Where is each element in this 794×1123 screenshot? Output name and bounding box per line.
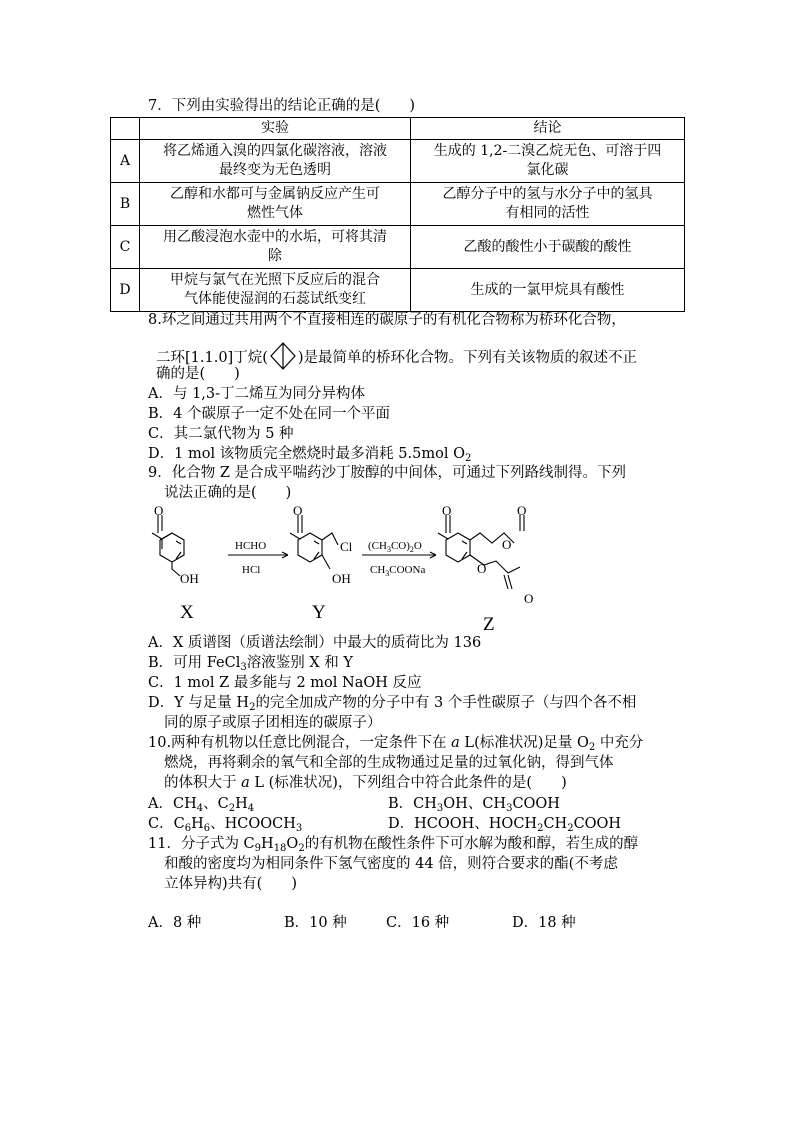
q8-text: )是最简单的桥环化合物。下列有关该物质的叙述不正 xyxy=(297,350,638,366)
q10-stem-line3 xyxy=(164,773,567,793)
atom-oh-label: OH xyxy=(180,571,199,586)
q7-table xyxy=(110,117,685,312)
q7-header-experiment: 实验 xyxy=(140,118,411,140)
variable-a: a xyxy=(241,775,250,791)
q7-row-conclusion xyxy=(411,269,685,312)
q9-text: 溶液鉴别 X 和 Y xyxy=(246,655,353,671)
q11-stem-line3: 立体异构)共有( ) xyxy=(164,876,297,892)
q7-row-c xyxy=(111,226,685,269)
cell-line: 生成的 1,2-二溴乙烷无色、可溶于四 xyxy=(433,143,662,159)
q7-row-conclusion xyxy=(411,226,685,269)
subscript: 2 xyxy=(464,453,472,464)
q7-row-experiment xyxy=(140,140,411,183)
q10-text: L(标准状况)足量 O xyxy=(459,735,589,751)
atom-o-label: O xyxy=(154,503,164,518)
q11-stem-line2: 和酸的密度均为相同条件下氢气密度的 44 倍，则符合要求的酯(不考虑 xyxy=(164,856,618,872)
q9-option-d-line2: 同的原子或原子团相连的碳原子） xyxy=(164,715,382,731)
q10-text: L (标准状况)，下列组合中符合此条件的是( ) xyxy=(249,775,567,791)
q7-header-blank xyxy=(111,118,140,140)
q10-text: 中充分 xyxy=(595,735,644,751)
q7-row-label: A xyxy=(111,140,140,183)
q10-option-a: A．$CH_4$、$C_2H_4$ xyxy=(148,796,255,814)
q10-text: 10.两种有机物以任意比例混合，一定条件下在 xyxy=(148,735,452,751)
subscript: 2 xyxy=(249,702,256,713)
q7-table-header xyxy=(111,118,685,140)
compound-label-x: X xyxy=(180,602,194,623)
cell-line: 燃性气体 xyxy=(247,205,303,221)
q8-text: 二环[1.1.0]丁烷( xyxy=(156,350,268,366)
q9-text: 的完全加成产物的分子中有 3 个手性碳原子（与四个各不相 xyxy=(255,695,637,711)
atom-o-label: O xyxy=(442,503,452,518)
q9-text: B．可用 FeCl xyxy=(148,655,241,671)
cell-line: 将乙烯通入溴的四氯化碳溶液，溶液 xyxy=(163,143,387,159)
q7-header-conclusion: 结论 xyxy=(411,118,685,140)
atom-o-label: O xyxy=(524,591,534,606)
reagent-acetic-anhydride: $(CH_3CO)_2O$ xyxy=(368,540,422,554)
compound-label-z: Z xyxy=(483,614,495,633)
q10-option-b: B．$CH_3OH$、$CH_3COOH$ xyxy=(388,796,560,814)
q7-row-experiment xyxy=(140,269,411,312)
atom-o-label: O xyxy=(517,503,527,518)
q8-text: D．1 mol 该物质完全燃烧时最多消耗 5.5mol O xyxy=(148,446,465,462)
atom-o-label: O xyxy=(477,561,487,576)
q9-text: D．Y 与足量 H xyxy=(148,695,250,711)
q7-row-experiment xyxy=(140,183,411,226)
q7-row-conclusion xyxy=(411,183,685,226)
atom-oh-label: OH xyxy=(332,571,351,586)
q7-row-label: B xyxy=(111,183,140,226)
q9-reaction-scheme xyxy=(140,503,560,633)
q8-option-c: C．其二氯代物为 5 种 xyxy=(148,426,294,442)
reagent-sodium-acetate: $CH_3COONa$ xyxy=(370,564,426,578)
q11-option-a: A．8 种 xyxy=(148,915,202,931)
subscript: 3 xyxy=(240,662,247,673)
q9-option-c: C．1 mol Z 最多能与 2 mol NaOH 反应 xyxy=(148,675,422,691)
atom-o-label: O xyxy=(293,503,303,518)
q8-stem-line3: 确的是( ) xyxy=(156,366,240,382)
cell-line: 有相同的活性 xyxy=(505,205,590,221)
q11-option-b: B．10 种 xyxy=(284,915,347,931)
cell-line: 乙醇和水都可与金属钠反应产生可 xyxy=(170,186,380,202)
subscript: 2 xyxy=(588,742,596,753)
q7-row-a xyxy=(111,140,685,183)
cell-line: 用乙酸浸泡水壶中的水垢，可将其清 xyxy=(163,229,387,245)
cell-line: 气体能使湿润的石蕊试纸变红 xyxy=(184,291,366,307)
q10-text: 的体积大于 xyxy=(164,775,242,791)
q11-stem-line1: 11．分子式为 $C_9H_{18}O_2$的有机物在酸性条件下可水解为酸和醇，若生成的醇 xyxy=(148,836,639,854)
cell-line: 乙酸的酸性小于碳酸的酸性 xyxy=(463,238,632,255)
cell-line: 除 xyxy=(268,248,282,264)
cell-line: 最终变为无色透明 xyxy=(219,162,331,178)
cell-line: 氯化碳 xyxy=(526,162,569,178)
q8-stem-line1: 8.环之间通过共用两个不直接相连的碳原子的有机化合物称为桥环化合物， xyxy=(148,312,626,328)
q11-option-c: C．16 种 xyxy=(386,915,450,931)
q8-option-b: B．4 个碳原子一定不处在同一个平面 xyxy=(148,406,390,422)
q10-stem-line2: 燃烧，再将剩余的氧气和全部的生成物通过足量的过氧化钠，得到气体 xyxy=(164,755,614,771)
cell-line: 乙醇分子中的氢与水分子中的氢具 xyxy=(442,186,653,202)
q7-row-label: C xyxy=(111,226,140,269)
q7-stem: 7．下列由实验得出的结论正确的是( ) xyxy=(148,98,416,114)
atom-o-label: O xyxy=(502,537,512,552)
q7-row-d xyxy=(111,269,685,312)
q8-option-a: A．与 1,3-丁二烯互为同分异构体 xyxy=(148,386,366,402)
q11-option-d: D．18 种 xyxy=(512,915,576,931)
q7-row-label: D xyxy=(111,269,140,312)
q7-row-experiment xyxy=(140,226,411,269)
atom-cl-label: Cl xyxy=(340,539,353,554)
reagent-hcl: HCl xyxy=(242,564,261,576)
q7-row-b xyxy=(111,183,685,226)
q9-stem-line2: 说法正确的是( ) xyxy=(164,485,292,501)
cell-line: 生成的一氯甲烷具有酸性 xyxy=(470,281,625,298)
q7-row-conclusion xyxy=(411,140,685,183)
variable-a: a xyxy=(451,735,460,751)
cell-line: 甲烷与氯气在光照下反应后的混合 xyxy=(170,272,380,288)
compound-label-y: Y xyxy=(312,602,326,623)
q9-option-a: A．X 质谱图（质谱法绘制）中最大的质荷比为 136 xyxy=(148,635,482,651)
bicyclobutane-structure-icon xyxy=(268,341,298,371)
q10-option-d: D．HCOOH、$HOCH_2CH_2COOH$ xyxy=(388,816,622,834)
q10-option-c: C．$C_6H_6$、$HCOOCH_3$ xyxy=(148,816,303,834)
q9-stem-line1: 9．化合物 Z 是合成平喘药沙丁胺醇的中间体，可通过下列路线制得。下列 xyxy=(148,465,627,481)
reagent-hcho: HCHO xyxy=(235,540,267,552)
